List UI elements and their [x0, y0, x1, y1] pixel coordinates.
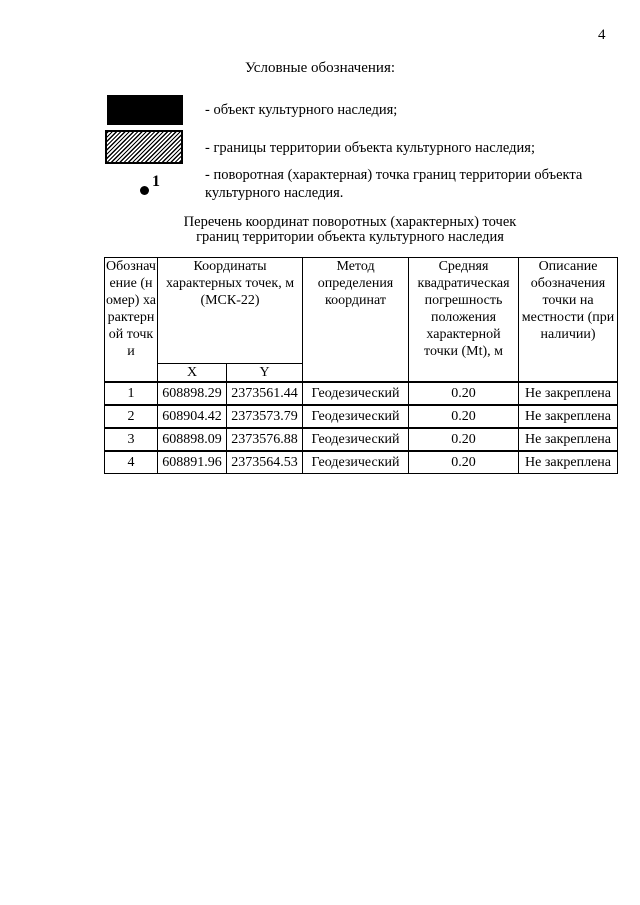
table-row: [105, 382, 618, 405]
legend-point-label: 1: [152, 173, 160, 190]
header-description: Описание обозначения точки на местности (при наличии): [519, 258, 618, 383]
cell-error: 0.20: [409, 405, 519, 428]
list-title: [0, 215, 640, 245]
cell-error: 0.20: [409, 451, 519, 474]
cell-method: Геодезический: [303, 428, 409, 451]
cell-y: 2373576.88: [227, 428, 303, 451]
cell-y: 2373564.53: [227, 451, 303, 474]
cell-method: Геодезический: [303, 451, 409, 474]
header-designation: Обозначение (номер) характерной точки: [105, 258, 158, 383]
page-number: 4: [598, 27, 606, 43]
header-x: X: [158, 364, 227, 383]
legend-title: Условные обозначения:: [244, 60, 396, 76]
cell-y: 2373561.44: [227, 382, 303, 405]
table-row: [105, 451, 618, 474]
cell-method: Геодезический: [303, 405, 409, 428]
legend-point-marker-icon: [140, 186, 149, 195]
cell-point-number: 4: [105, 451, 158, 474]
list-title-line-2: границ территории объекта культурного наследия: [196, 229, 504, 245]
header-y: Y: [227, 364, 303, 383]
cell-point-number: 3: [105, 428, 158, 451]
legend-text-heritage-object: - объект культурного наследия;: [205, 102, 398, 118]
cell-description: Не закреплена: [519, 428, 618, 451]
legend-swatch-territory-boundary: [105, 130, 183, 164]
header-method: Метод определения координат: [303, 258, 409, 383]
cell-x: 608898.09: [158, 428, 227, 451]
cell-description: Не закреплена: [519, 451, 618, 474]
legend-text-territory-boundary: - границы территории объекта культурного наследия;: [205, 140, 535, 156]
cell-x: 608904.42: [158, 405, 227, 428]
cell-error: 0.20: [409, 382, 519, 405]
cell-error: 0.20: [409, 428, 519, 451]
cell-point-number: 1: [105, 382, 158, 405]
cell-method: Геодезический: [303, 382, 409, 405]
table-row: [105, 405, 618, 428]
header-error: Средняя квадратическая погрешность положения характерной точки (Mt), м: [409, 258, 519, 383]
table-row: [105, 428, 618, 451]
list-title-line-1: Перечень координат поворотных (характерных) точек: [183, 214, 517, 230]
legend-text-turning-point: - поворотная (характерная) точка границ территории объекта культурного наследия.: [205, 167, 583, 201]
cell-x: 608898.29: [158, 382, 227, 405]
cell-description: Не закреплена: [519, 405, 618, 428]
cell-y: 2373573.79: [227, 405, 303, 428]
coordinates-table: [104, 257, 618, 474]
cell-x: 608891.96: [158, 451, 227, 474]
header-coordinates: Координаты характерных точек, м (МСК-22): [158, 258, 303, 364]
legend-swatch-heritage-object: [107, 95, 183, 125]
cell-description: Не закреплена: [519, 382, 618, 405]
cell-point-number: 2: [105, 405, 158, 428]
